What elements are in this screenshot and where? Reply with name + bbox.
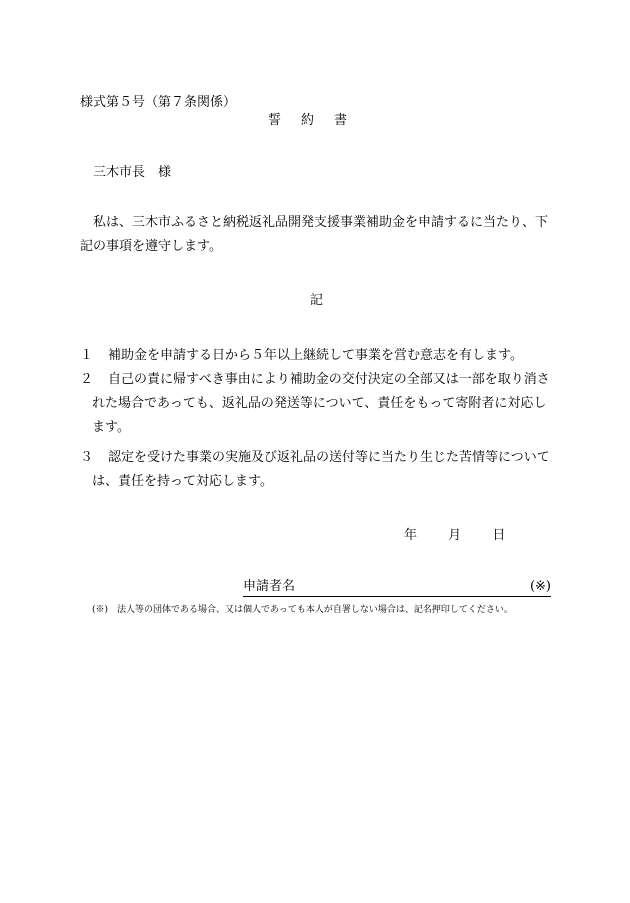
ki-heading: 記 xyxy=(310,293,324,308)
date-month-label: 月 xyxy=(448,528,462,543)
date-year-label: 年 xyxy=(404,528,418,543)
footnote: (※) 法人等の団体である場合、又は個人であっても本人が自署しない場合は、記名押印してください。 xyxy=(92,605,513,615)
seal-note-mark: (※) xyxy=(529,579,551,594)
item-number: １ xyxy=(80,348,94,363)
intro-paragraph: 私は、三木市ふるさと納税返礼品開発支援事業補助金を申請するに当たり、下記の事項を遵守します。 xyxy=(80,215,549,254)
document-title: 誓約書 xyxy=(268,113,368,128)
form-number: 様式第５号（第７条関係） xyxy=(80,95,237,110)
date-line xyxy=(404,527,505,545)
item-text: 認定を受けた事業の実施及び返礼品の送付等に当たり生じた苦情等については、責任を持って対応します。 xyxy=(92,450,550,489)
date-day-label: 日 xyxy=(492,528,506,543)
addressee: 三木市長 様 xyxy=(93,165,172,180)
item-text: 補助金を申請する日から５年以上継続して事業を営む意志を有します。 xyxy=(108,348,523,363)
pledge-item-1 xyxy=(80,344,555,368)
pledge-item-2 xyxy=(80,368,555,440)
applicant-name-label: 申請者名 xyxy=(243,579,296,594)
item-text: 自己の責に帰すべき事由により補助金の交付決定の全部又は一部を取り消された場合であっても、返礼品の発送等について、責任をもって寄附者に対応します。 xyxy=(92,372,550,435)
pledge-item-3 xyxy=(80,446,555,494)
item-number: ３ xyxy=(80,450,94,465)
applicant-signature-line[interactable] xyxy=(243,578,551,597)
item-number: ２ xyxy=(80,372,94,387)
